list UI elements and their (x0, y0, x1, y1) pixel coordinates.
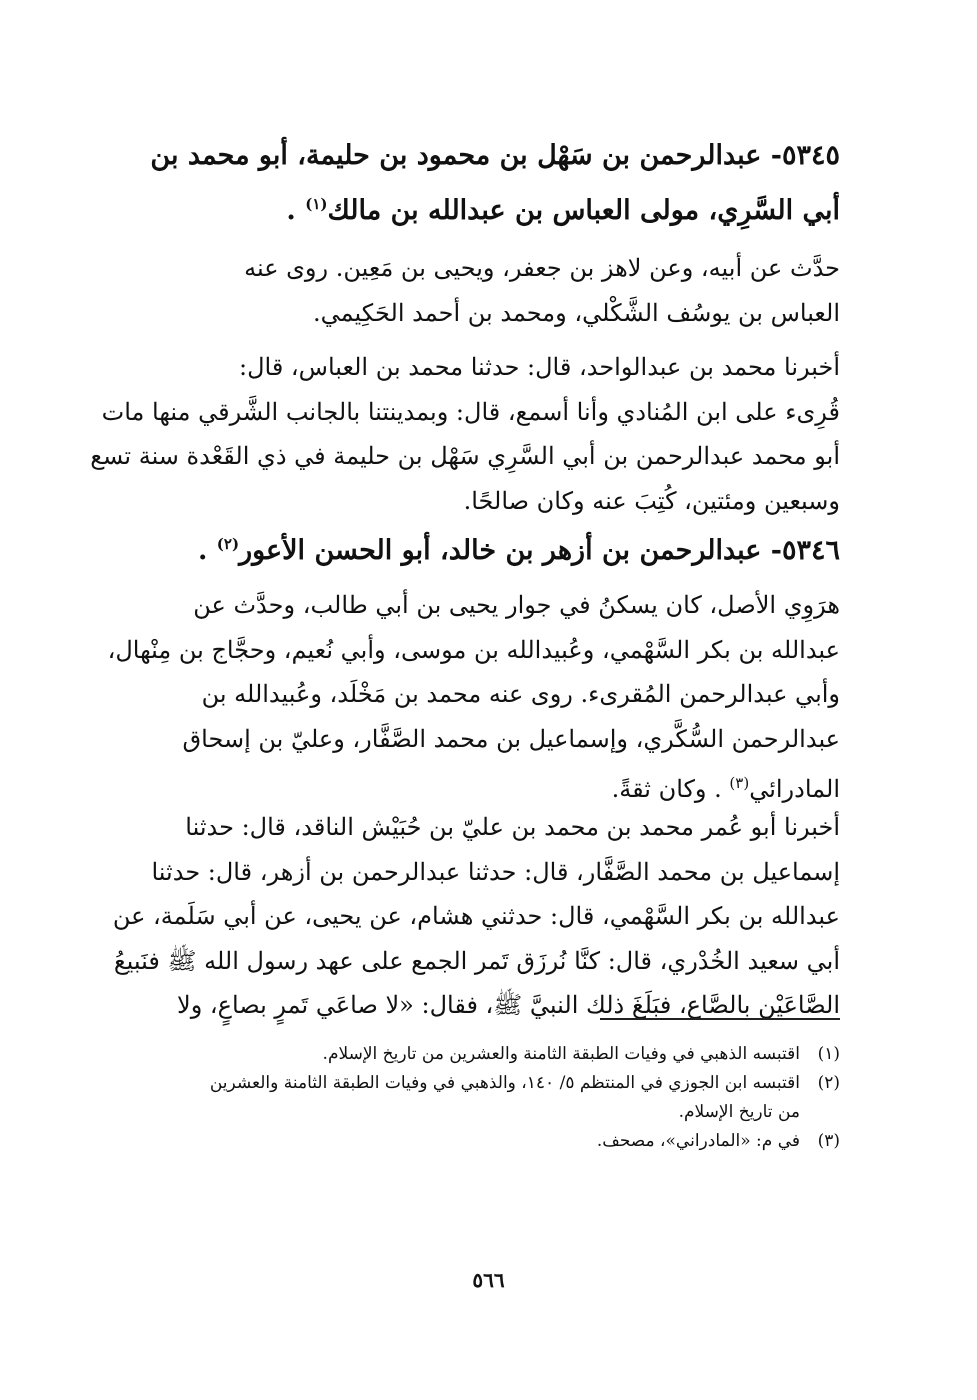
entry-5346-heading-line (140, 520, 840, 575)
entry-5345-heading-line-1: ٥٣٤٥- عبدالرحمن بن سَهْل بن محمود بن حليمة، أبو محمد بن (150, 140, 840, 171)
footnote-3 (140, 1127, 840, 1156)
text-line: هرَوِي الأصل، كان يسكنُ في جوار يحيى بن أبي طالب، وحدَّث عن (193, 591, 840, 619)
text-line: عبدالله بن بكر السَّهْمي، قال: حدثني هشام، عن يحيى، عن أبي سَلَمة، عن (112, 902, 840, 930)
text-line: قُرِىء على ابن المُنادي وأنا أسمع، قال: وبمدينتنا بالجانب الشَّرقي منها مات (101, 397, 840, 426)
text-line: أخبرنا محمد بن عبدالواحد، قال: حدثنا محمد بن العباس، قال: (238, 353, 840, 381)
entry-5345-heading-line-2 (140, 180, 840, 235)
text-line: وأبي عبدالرحمن المُقرىء. روى عنه محمد بن مَخْلَد، وعُبيدالله بن (201, 680, 840, 708)
footnote-mark: (١) (817, 1044, 840, 1064)
footnote-1 (140, 1040, 840, 1069)
text-line (140, 761, 840, 812)
text-line: العباس بن يوسُف الشَّكْلي، ومحمد بن أحمد الحَكِيمي. (313, 298, 840, 327)
footnote-text (140, 1127, 800, 1156)
text-line: حدَّث عن أبيه، وعن لاهز بن جعفر، ويحيى بن مَعِين. روى عنه (244, 254, 840, 282)
entry-5346-heading (140, 520, 840, 575)
entry-5346-paragraph-1 (107, 583, 840, 812)
footnote-ref-2: (٢) (216, 535, 240, 553)
text-line: إسماعيل بن محمد الصَّفَّار، قال: حدثنا عبدالرحمن بن أزهر، قال: حدثنا (151, 857, 840, 886)
footnote-ref-1: (١) (305, 195, 328, 213)
footnotes (140, 1040, 840, 1156)
entry-5346-paragraph-2 (112, 805, 840, 1028)
text-line: أبي سعيد الخُدْري، قال: كنَّا نُرزَق تَمر الجمع على عهد رسول الله ﷺ فنَبيعُ (113, 946, 840, 975)
entry-5345-paragraph-2 (90, 345, 840, 523)
page-number: ٥٦٦ (472, 1268, 505, 1292)
footnote-text (140, 1069, 800, 1127)
footnote-ref-3: (٣) (729, 774, 750, 792)
footnote-line: من تاريخ الإسلام. (678, 1102, 800, 1122)
footnote-mark: (٣) (817, 1131, 840, 1151)
footnote-line: اقتبسه ابن الجوزي في المنتظم ٥/ ١٤٠، والذهبي في وفيات الطبقة الثامنة والعشرين (209, 1073, 800, 1093)
text-line: عبدالله بن بكر السَّهْمي، وعُبيدالله بن موسى، وأبي نُعيم، وحجَّاج بن مِنْهال، (107, 635, 840, 664)
footnote-mark: (٢) (817, 1073, 840, 1093)
text-line: الصَّاعَيْن بالصَّاع، فبَلَغَ ذلك النبيَّ ﷺ، فقال: «لا صاعَي تَمرٍ بصاعٍ، ولا (177, 991, 840, 1019)
footnote-text (140, 1040, 800, 1069)
entry-5345-paragraph-1 (140, 246, 840, 335)
entry-5345-heading-line-2-text: أبي السَّرِي، مولى العباس بن عبدالله بن مالك (327, 195, 840, 226)
footnote-line: اقتبسه الذهبي في وفيات الطبقة الثامنة والعشرين من تاريخ الإسلام. (322, 1044, 800, 1064)
entry-5345-heading-end: . (286, 195, 296, 226)
footnote-divider (600, 1018, 840, 1020)
text-line-start: المادرائي (749, 775, 840, 803)
text-line: أبو محمد عبدالرحمن بن أبي السَّرِي سَهْل بن حليمة في ذي القَعْدة سنة تسع (90, 442, 840, 470)
text-line: أخبرنا أبو عُمر محمد بن محمد بن عليّ بن حُبَيْش الناقد، قال: حدثنا (185, 813, 840, 841)
footnote-line: في م: «المادراني»، مصحف. (596, 1131, 800, 1151)
entry-5345-heading (140, 132, 840, 235)
text-line-end: . وكان ثقةً. (611, 775, 722, 803)
text-line: عبدالرحمن السُّكَّري، وإسماعيل بن محمد الصَّفَّار، وعليّ بن إسحاق (182, 724, 840, 753)
entry-5346-heading-end: . (197, 535, 208, 566)
footnote-2 (140, 1069, 840, 1127)
text-line: وسبعين ومئتين، كُتِبَ عنه وكان صالحًا. (463, 486, 840, 515)
entry-5346-heading-text: ٥٣٤٦- عبدالرحمن بن أزهر بن خالد، أبو الحسن الأعور (239, 535, 840, 566)
